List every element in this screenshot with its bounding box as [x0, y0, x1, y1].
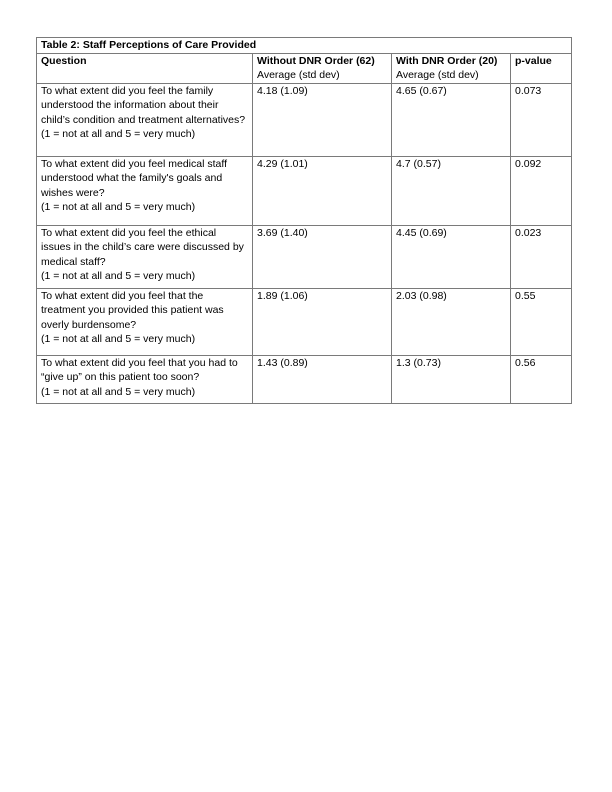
- p-value: 0.092: [511, 156, 572, 225]
- without-dnr-value: 1.43 (0.89): [253, 355, 392, 403]
- question-text: To what extent did you feel that you had to “give up” on this patient too soon?: [41, 356, 238, 383]
- question-cell: [37, 288, 253, 355]
- question-text: To what extent did you feel medical staff understood what the family's goals and wishes were?: [41, 157, 227, 199]
- header-p-value-label: p-value: [515, 54, 552, 67]
- header-without-dnr-sublabel: Average (std dev): [257, 69, 340, 81]
- question-cell: [37, 156, 253, 225]
- p-value: 0.56: [511, 355, 572, 403]
- with-dnr-value: 2.03 (0.98): [392, 288, 511, 355]
- header-without-dnr-label: Without DNR Order (62): [257, 54, 375, 67]
- with-dnr-value: 4.7 (0.57): [392, 156, 511, 225]
- without-dnr-value: 4.29 (1.01): [253, 156, 392, 225]
- header-with-dnr-label: With DNR Order (20): [396, 54, 498, 67]
- question-scale: (1 = not at all and 5 = very much): [41, 201, 196, 213]
- table-row: [37, 355, 572, 403]
- header-with-dnr-sublabel: Average (std dev): [396, 69, 479, 81]
- question-scale: (1 = not at all and 5 = very much): [41, 333, 196, 345]
- staff-perceptions-table: [36, 37, 572, 404]
- without-dnr-value: 1.89 (1.06): [253, 288, 392, 355]
- table-row: [37, 225, 572, 288]
- question-text: To what extent did you feel the ethical issues in the child’s care were discussed by medical staff?: [41, 226, 244, 268]
- question-cell: [37, 225, 253, 288]
- with-dnr-value: 4.45 (0.69): [392, 225, 511, 288]
- table-title-row: [37, 38, 572, 54]
- p-value: 0.073: [511, 83, 572, 156]
- question-text: To what extent did you feel that the treatment you provided this patient was overly burdensome?: [41, 289, 224, 331]
- question-cell: [37, 355, 253, 403]
- header-p-value: [511, 53, 572, 83]
- question-cell: [37, 83, 253, 156]
- question-scale: (1 = not at all and 5 = very much): [41, 385, 196, 398]
- with-dnr-value: 1.3 (0.73): [392, 355, 511, 403]
- without-dnr-value: 4.18 (1.09): [253, 83, 392, 156]
- with-dnr-value: 4.65 (0.67): [392, 83, 511, 156]
- header-question: [37, 53, 253, 83]
- table-header-row: [37, 53, 572, 83]
- without-dnr-value: 3.69 (1.40): [253, 225, 392, 288]
- table-row: [37, 288, 572, 355]
- header-question-label: Question: [41, 54, 87, 67]
- p-value: 0.55: [511, 288, 572, 355]
- table-row: [37, 156, 572, 225]
- header-without-dnr: [253, 53, 392, 83]
- header-with-dnr: [392, 53, 511, 83]
- table-title: Table 2: Staff Perceptions of Care Provided: [37, 38, 572, 54]
- question-scale: (1 = not at all and 5 = very much): [41, 128, 196, 140]
- table-row: [37, 83, 572, 156]
- p-value: 0.023: [511, 225, 572, 288]
- question-scale: (1 = not at all and 5 = very much): [41, 270, 196, 282]
- question-text: To what extent did you feel the family understood the information about their child’s condition and treatment alternatives?: [41, 84, 246, 126]
